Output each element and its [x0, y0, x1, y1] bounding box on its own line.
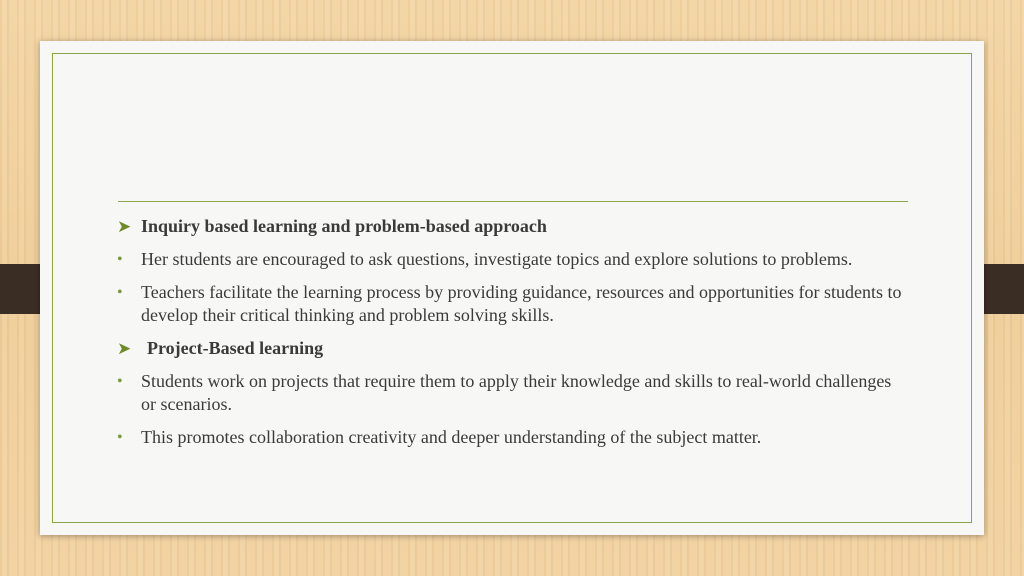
list-item-text: This promotes collaboration creativity and deeper understanding of the subject matter.	[141, 427, 762, 447]
list-item-text: Teachers facilitate the learning process by providing guidance, resources and opportunities for students to develop their critical thinking and problem solving skills.	[141, 282, 902, 325]
slide-content	[117, 215, 907, 459]
list-item-text: Her students are encouraged to ask questions, investigate topics and explore solutions to problems.	[141, 249, 853, 269]
dot-bullet-icon: •	[117, 429, 123, 446]
dot-bullet-icon: •	[117, 284, 123, 301]
arrow-bullet-icon: ➤	[117, 339, 132, 358]
list-item	[117, 248, 907, 271]
arrow-bullet-icon: ➤	[117, 217, 132, 236]
dot-bullet-icon: •	[117, 251, 123, 268]
section-heading-1	[117, 215, 907, 238]
list-item-text: Students work on projects that require them to apply their knowledge and skills to real-world challenges or scenarios.	[141, 371, 892, 414]
list-item	[117, 426, 907, 449]
section-heading-2-text: Project-Based learning	[147, 338, 324, 358]
list-item	[117, 281, 907, 327]
title-divider	[118, 201, 908, 202]
section-heading-1-text: Inquiry based learning and problem-based approach	[141, 216, 547, 236]
section-heading-2	[117, 337, 907, 360]
dot-bullet-icon: •	[117, 373, 123, 390]
list-item	[117, 370, 907, 416]
